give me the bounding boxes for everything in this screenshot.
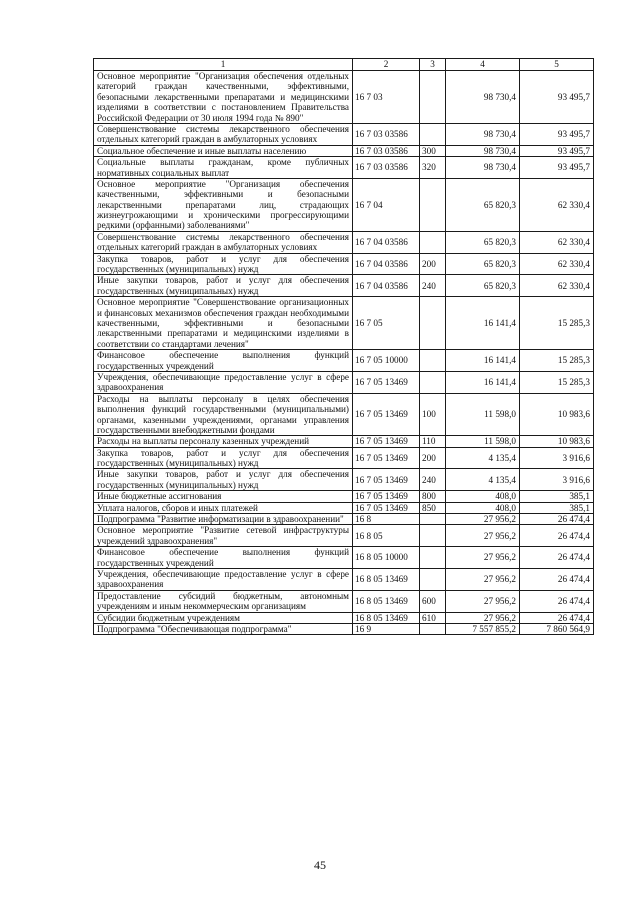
table-row [94,157,594,179]
row-value-1-cell: 27 956,2 [446,514,520,525]
table-row [94,145,594,156]
row-code-cell: 16 8 05 13469 [353,612,420,623]
row-code-cell: 16 8 05 [353,525,420,547]
row-value-1-cell: 65 820,3 [446,253,520,275]
row-name-cell: Подпрограмма "Обеспечивающая подпрограмма" [94,623,353,634]
row-value-1-cell: 408,0 [446,491,520,502]
table-row [94,525,594,547]
row-type-cell: 240 [420,275,446,297]
row-value-1-cell: 16 141,4 [446,371,520,393]
table-row [94,71,594,124]
row-type-cell [420,178,446,231]
table-row [94,469,594,491]
row-name-cell: Расходы на выплаты персоналу в целях обеспечения выполнения функций государственными (муниципальными) органами, казенными учреждениями, органами управления государственными внебюджетными фондами [94,393,353,436]
row-value-2-cell: 7 860 564,9 [520,623,594,634]
row-value-2-cell: 385,1 [520,502,594,513]
table-body [94,71,594,635]
row-type-cell [420,568,446,590]
row-name-cell: Основное мероприятие "Организация обеспечения отдельных категорий граждан качественными, эффективными, безопасными лекарственными препаратами и медицинскими изделиями в соответствии с постановлением Правительства Российской Федерации от 30 июля 1994 года № 890" [94,71,353,124]
table-row [94,590,594,612]
row-type-cell: 800 [420,491,446,502]
row-value-2-cell: 15 285,3 [520,297,594,350]
row-code-cell: 16 7 04 03586 [353,253,420,275]
row-type-cell: 100 [420,393,446,436]
row-type-cell: 850 [420,502,446,513]
row-value-2-cell: 15 285,3 [520,371,594,393]
row-code-cell: 16 8 05 10000 [353,547,420,569]
row-type-cell [420,525,446,547]
row-code-cell: 16 7 05 10000 [353,350,420,372]
row-value-1-cell: 65 820,3 [446,231,520,253]
row-value-1-cell: 27 956,2 [446,547,520,569]
row-name-cell: Основное мероприятие "Совершенствование организационных и финансовых механизмов обеспечения граждан необходимыми качественными, эффективными и безопасными лекарственными препаратами и медицинскими изделиями в соответствии со стандартами лечения" [94,297,353,350]
row-type-cell: 110 [420,436,446,447]
row-value-1-cell: 98 730,4 [446,157,520,179]
row-type-cell: 320 [420,157,446,179]
row-value-2-cell: 385,1 [520,491,594,502]
row-value-2-cell: 10 983,6 [520,393,594,436]
row-code-cell: 16 7 05 13469 [353,371,420,393]
table-header-row [94,59,594,71]
column-header-2: 2 [353,59,420,71]
table-row [94,350,594,372]
row-value-1-cell: 16 141,4 [446,350,520,372]
row-value-1-cell: 4 135,4 [446,469,520,491]
row-type-cell [420,123,446,145]
table-row [94,178,594,231]
row-type-cell [420,231,446,253]
row-value-1-cell: 408,0 [446,502,520,513]
table-row [94,393,594,436]
row-name-cell: Финансовое обеспечение выполнения функций государственных учреждений [94,350,353,372]
row-value-1-cell: 11 598,0 [446,393,520,436]
row-name-cell: Основное мероприятие "Организация обеспечения качественными, эффективными и безопасными лекарственными препаратами лиц, страдающих жизнеугрожающими и хроническими прогрессирующими редкими (орфанными) заболеваниями" [94,178,353,231]
column-header-4: 4 [446,59,520,71]
row-name-cell: Иные закупки товаров, работ и услуг для обеспечения государственных (муниципальных) нужд [94,275,353,297]
row-value-2-cell: 3 916,6 [520,447,594,469]
row-value-2-cell: 93 495,7 [520,123,594,145]
row-code-cell: 16 7 03 03586 [353,157,420,179]
row-code-cell: 16 7 04 03586 [353,231,420,253]
row-value-2-cell: 26 474,4 [520,547,594,569]
table-row [94,297,594,350]
row-type-cell: 300 [420,145,446,156]
row-name-cell: Подпрограмма "Развитие информатизации в здравоохранении" [94,514,353,525]
row-value-1-cell: 65 820,3 [446,178,520,231]
row-value-2-cell: 93 495,7 [520,157,594,179]
table-row [94,623,594,634]
row-type-cell: 200 [420,253,446,275]
table-row [94,502,594,513]
row-code-cell: 16 7 03 03586 [353,145,420,156]
row-name-cell: Социальное обеспечение и иные выплаты населению [94,145,353,156]
row-value-1-cell: 4 135,4 [446,447,520,469]
table-row [94,371,594,393]
row-value-1-cell: 27 956,2 [446,525,520,547]
row-code-cell: 16 7 05 13469 [353,447,420,469]
row-type-cell [420,514,446,525]
row-value-2-cell: 3 916,6 [520,469,594,491]
row-value-1-cell: 27 956,2 [446,590,520,612]
row-name-cell: Учреждения, обеспечивающие предоставление услуг в сфере здравоохранения [94,568,353,590]
row-code-cell: 16 7 05 13469 [353,502,420,513]
row-name-cell: Закупка товаров, работ и услуг для обеспечения государственных (муниципальных) нужд [94,253,353,275]
row-code-cell: 16 8 [353,514,420,525]
row-name-cell: Учреждения, обеспечивающие предоставление услуг в сфере здравоохранения [94,371,353,393]
row-value-1-cell: 98 730,4 [446,123,520,145]
table-row [94,231,594,253]
row-value-1-cell: 98 730,4 [446,145,520,156]
row-value-1-cell: 27 956,2 [446,612,520,623]
row-value-2-cell: 62 330,4 [520,231,594,253]
row-value-1-cell: 98 730,4 [446,71,520,124]
row-code-cell: 16 7 04 [353,178,420,231]
row-code-cell: 16 7 05 13469 [353,393,420,436]
table-row [94,491,594,502]
column-header-1: 1 [94,59,353,71]
row-value-2-cell: 10 983,6 [520,436,594,447]
row-type-cell: 600 [420,590,446,612]
row-value-2-cell: 62 330,4 [520,253,594,275]
row-value-2-cell: 26 474,4 [520,568,594,590]
row-value-2-cell: 26 474,4 [520,514,594,525]
row-name-cell: Основное мероприятие "Развитие сетевой инфраструктуры учреждений здравоохранения" [94,525,353,547]
row-code-cell: 16 7 05 13469 [353,436,420,447]
row-type-cell [420,71,446,124]
table-row [94,547,594,569]
row-value-1-cell: 16 141,4 [446,297,520,350]
column-header-3: 3 [420,59,446,71]
page-number: 45 [314,858,326,872]
table-row [94,568,594,590]
row-value-2-cell: 15 285,3 [520,350,594,372]
row-value-2-cell: 93 495,7 [520,71,594,124]
row-name-cell: Совершенствование системы лекарственного обеспечения отдельных категорий граждан в амбулаторных условиях [94,123,353,145]
row-code-cell: 16 7 03 03586 [353,123,420,145]
row-type-cell [420,371,446,393]
row-code-cell: 16 9 [353,623,420,634]
row-name-cell: Иные закупки товаров, работ и услуг для обеспечения государственных (муниципальных) нужд [94,469,353,491]
row-name-cell: Расходы на выплаты персоналу казенных учреждений [94,436,353,447]
row-name-cell: Закупка товаров, работ и услуг для обеспечения государственных (муниципальных) нужд [94,447,353,469]
table-row [94,436,594,447]
table-row [94,514,594,525]
column-header-5: 5 [520,59,594,71]
row-code-cell: 16 8 05 13469 [353,590,420,612]
row-type-cell: 240 [420,469,446,491]
row-value-2-cell: 26 474,4 [520,612,594,623]
budget-table [93,58,594,635]
row-value-1-cell: 7 557 855,2 [446,623,520,634]
row-type-cell [420,623,446,634]
row-type-cell: 200 [420,447,446,469]
row-name-cell: Совершенствование системы лекарственного обеспечения отдельных категорий граждан в амбулаторных условиях [94,231,353,253]
table-row [94,447,594,469]
row-type-cell: 610 [420,612,446,623]
row-name-cell: Уплата налогов, сборов и иных платежей [94,502,353,513]
row-name-cell: Предоставление субсидий бюджетным, автономным учреждениям и иным некоммерческим организациям [94,590,353,612]
row-name-cell: Иные бюджетные ассигнования [94,491,353,502]
row-code-cell: 16 8 05 13469 [353,568,420,590]
row-value-2-cell: 62 330,4 [520,178,594,231]
row-type-cell [420,297,446,350]
row-name-cell: Финансовое обеспечение выполнения функций государственных учреждений [94,547,353,569]
row-value-2-cell: 26 474,4 [520,590,594,612]
table-row [94,612,594,623]
row-type-cell [420,547,446,569]
table-row [94,123,594,145]
row-value-2-cell: 62 330,4 [520,275,594,297]
table-row [94,275,594,297]
row-type-cell [420,350,446,372]
row-code-cell: 16 7 05 [353,297,420,350]
row-value-2-cell: 93 495,7 [520,145,594,156]
row-value-2-cell: 26 474,4 [520,525,594,547]
row-value-1-cell: 65 820,3 [446,275,520,297]
row-code-cell: 16 7 03 [353,71,420,124]
row-value-1-cell: 27 956,2 [446,568,520,590]
row-code-cell: 16 7 05 13469 [353,491,420,502]
row-code-cell: 16 7 04 03586 [353,275,420,297]
table-row [94,253,594,275]
row-code-cell: 16 7 05 13469 [353,469,420,491]
row-name-cell: Социальные выплаты гражданам, кроме публичных нормативных социальных выплат [94,157,353,179]
row-value-1-cell: 11 598,0 [446,436,520,447]
row-name-cell: Субсидии бюджетным учреждениям [94,612,353,623]
